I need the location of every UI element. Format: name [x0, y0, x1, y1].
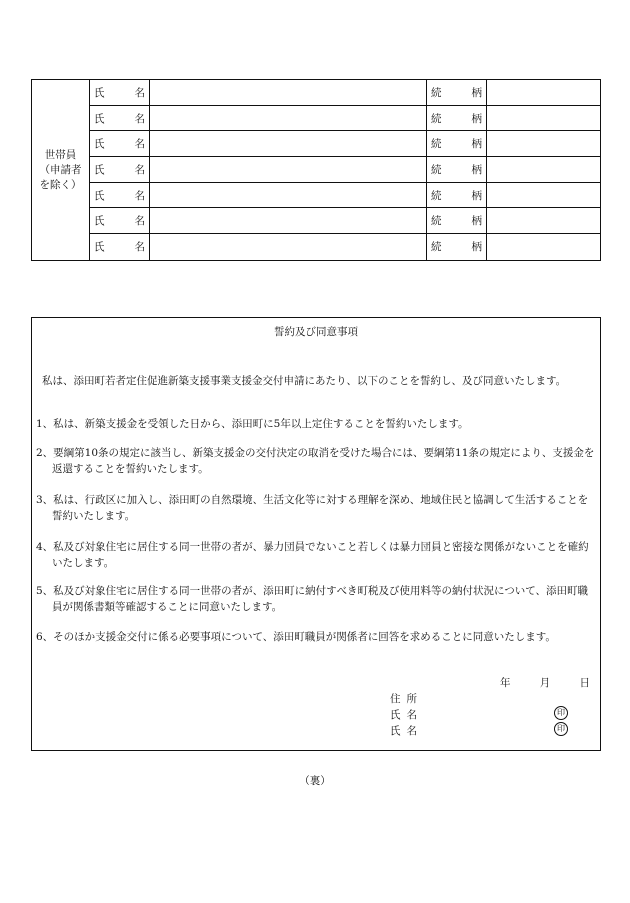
- name-field[interactable]: [150, 131, 427, 156]
- relation-label: 続 柄: [427, 80, 487, 105]
- group-label-line: 世帯員: [44, 148, 77, 161]
- pledge-item: 5、私及び対象住宅に居住する同一世帯の者が、添田町に納付すべき町税及び使用料等の納付状況について、添田町職員が関係書類等確認することに同意いたします。: [36, 585, 589, 613]
- household-rows: [90, 80, 600, 260]
- table-row: [90, 157, 600, 183]
- name-label: 氏 名: [90, 106, 150, 131]
- year-label: 年: [500, 677, 511, 689]
- address-label: 住所: [390, 693, 423, 705]
- pledge-item: 3、私は、行政区に加入し、添田町の自然環境、生活文化等に対する理解を深め、地域住民と協調して生活することを誓約いたします。: [36, 494, 589, 522]
- page-side-label: （裏）: [299, 775, 331, 787]
- group-label-line: （申請者: [39, 163, 82, 176]
- table-row: [90, 208, 600, 234]
- month-label: 月: [539, 677, 551, 689]
- relation-field[interactable]: [487, 183, 600, 208]
- seal-icon: 印: [554, 722, 568, 736]
- household-group-label: [32, 80, 90, 260]
- name-line-2: [390, 723, 570, 737]
- relation-label: 続 柄: [427, 234, 487, 260]
- pledge-item: 6、そのほか支援金交付に係る必要事項について、添田町職員が関係者に回答を求めることに同意いたします。: [36, 631, 556, 643]
- pledge-title: 誓約及び同意事項: [274, 326, 358, 338]
- relation-field[interactable]: [487, 80, 600, 105]
- relation-label: 続 柄: [427, 183, 487, 208]
- name-label: 氏 名: [90, 157, 150, 182]
- day-label: 日: [579, 677, 590, 689]
- address-line: [390, 691, 570, 705]
- table-row: [90, 80, 600, 106]
- name-label: 氏 名: [90, 234, 150, 260]
- name-field[interactable]: [150, 208, 427, 233]
- relation-field[interactable]: [487, 208, 600, 233]
- name-field[interactable]: [150, 80, 427, 105]
- seal-icon: 印: [554, 706, 568, 720]
- relation-field[interactable]: [487, 106, 600, 131]
- pledge-intro: 私は、添田町若者定住促進新築支援事業支援金交付申請にあたり、以下のことを誓約し、及び同意いたします。: [42, 375, 567, 387]
- name-field[interactable]: [150, 234, 427, 260]
- table-row: [90, 131, 600, 157]
- table-row: [90, 234, 600, 260]
- relation-label: 続 柄: [427, 131, 487, 156]
- name-label: 氏 名: [90, 131, 150, 156]
- relation-field[interactable]: [487, 131, 600, 156]
- relation-field[interactable]: [487, 234, 600, 260]
- pledge-item: 2、要綱第10条の規定に該当し、新築支援金の交付決定の取消を受けた場合には、要綱第11条の規定により、支援金を返還することを誓約いたします。: [36, 447, 595, 475]
- date-line: [500, 675, 590, 690]
- name-label: 氏 名: [90, 80, 150, 105]
- relation-field[interactable]: [487, 157, 600, 182]
- group-label-line: を除く）: [39, 178, 82, 191]
- name-label: 氏名: [390, 709, 423, 721]
- name-label: 氏 名: [90, 183, 150, 208]
- name-line-1: [390, 707, 570, 721]
- name-label: 氏名: [390, 725, 423, 737]
- name-label: 氏 名: [90, 208, 150, 233]
- name-field[interactable]: [150, 106, 427, 131]
- household-members-table: [31, 79, 601, 261]
- relation-label: 続 柄: [427, 157, 487, 182]
- pledge-consent-box: [31, 317, 601, 751]
- relation-label: 続 柄: [427, 106, 487, 131]
- pledge-item: 4、私及び対象住宅に居住する同一世帯の者が、暴力団員でないこと若しくは暴力団員と密接な関係がないことを確約いたします。: [36, 541, 589, 569]
- table-row: [90, 183, 600, 209]
- name-field[interactable]: [150, 183, 427, 208]
- relation-label: 続 柄: [427, 208, 487, 233]
- name-field[interactable]: [150, 157, 427, 182]
- pledge-item: 1、私は、新築支援金を受領した日から、添田町に5年以上定住することを誓約いたします。: [36, 418, 469, 430]
- table-row: [90, 106, 600, 132]
